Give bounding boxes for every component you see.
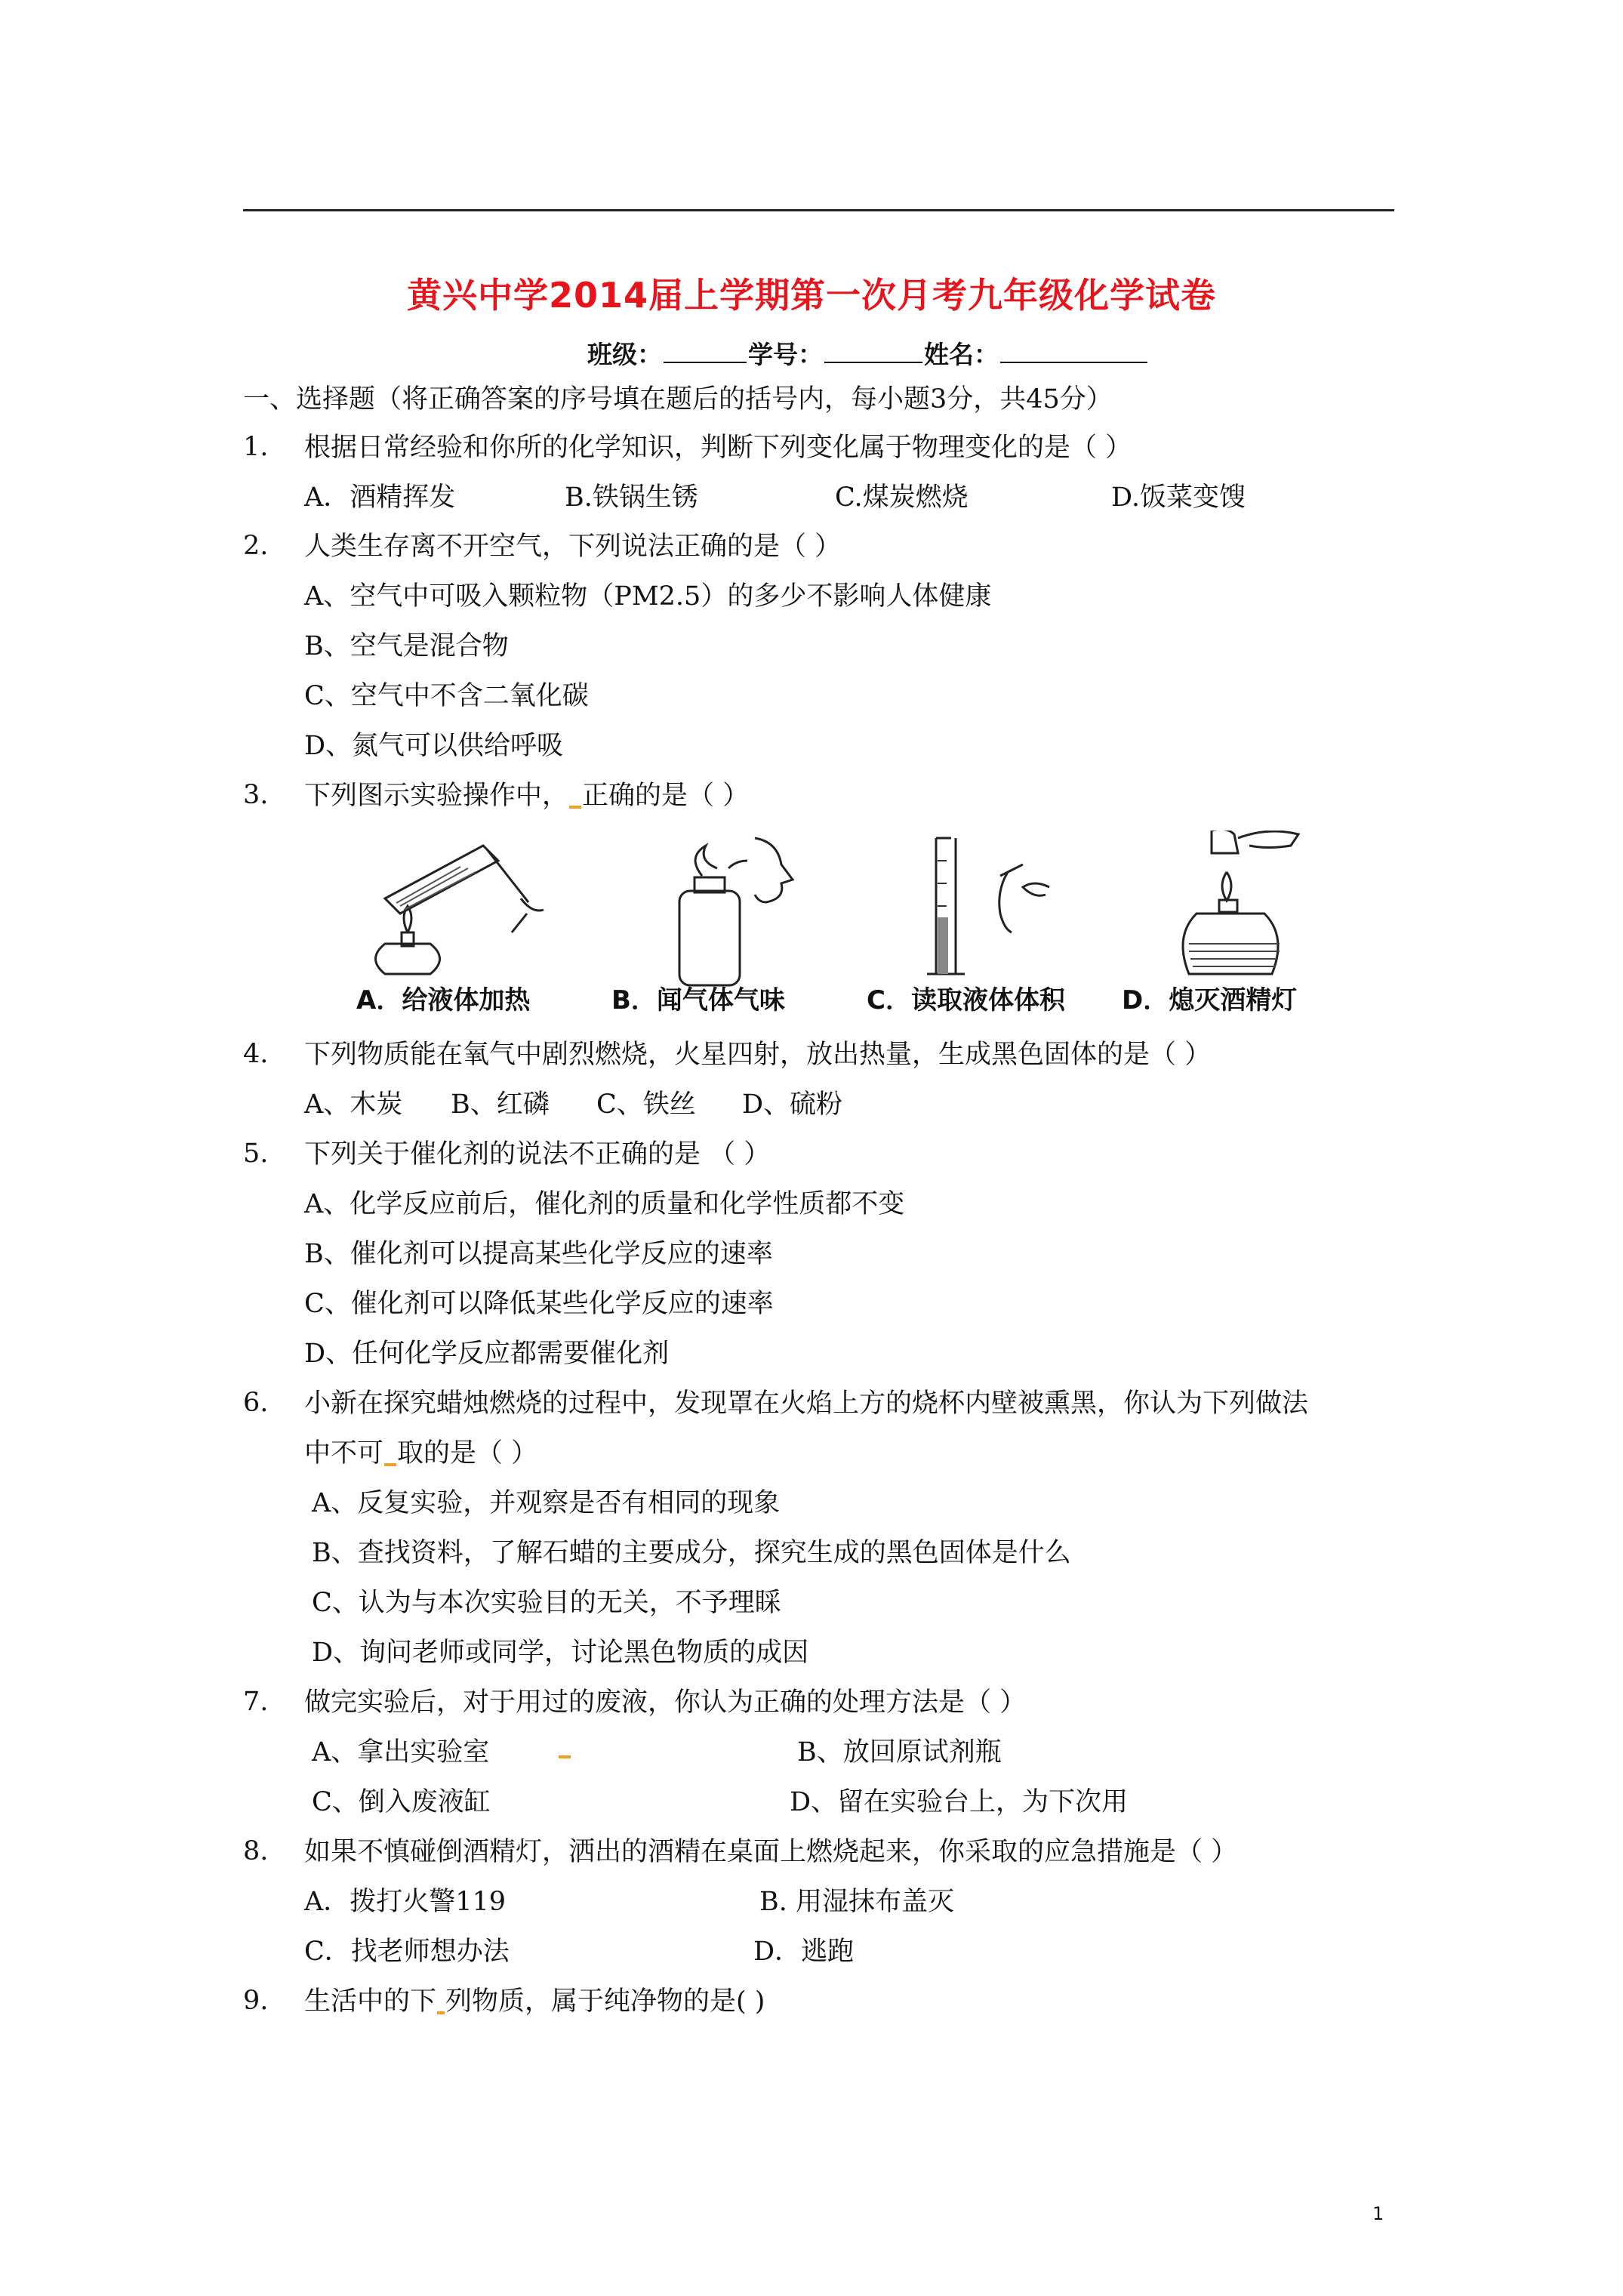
question-text: 根据日常经验和你所的化学知识，判断下列变化属于物理变化的是（ ）: [304, 433, 1132, 463]
option-d: D、氮气可以供给呼吸: [304, 731, 564, 761]
question-number: 3.: [243, 780, 269, 810]
option-a: A、木炭: [304, 1089, 403, 1120]
question-number: 6.: [243, 1388, 269, 1418]
option-b: B、空气是混合物: [304, 631, 509, 661]
option-c: C、倒入废液缸: [312, 1787, 491, 1817]
option-d: D、任何化学反应都需要催化剂: [304, 1339, 670, 1369]
question-number: 2.: [243, 531, 269, 561]
option-c: C.煤炭燃烧: [835, 482, 969, 513]
option-b: B、查找资料，了解石蜡的主要成分，探究生成的黑色固体是什么: [312, 1538, 1071, 1568]
option-a: A、反复实验，并观察是否有相同的现象: [312, 1488, 781, 1518]
section-heading: 一、选择题（将正确答案的序号填在题后的括号内，每小题3分，共45分）: [243, 384, 1113, 415]
option-c: C、催化剂可以降低某些化学反应的速率: [304, 1289, 774, 1319]
header-rule: [243, 209, 1394, 211]
question-text: 生活中的下 列物质，属于纯净物的是( ): [304, 1986, 765, 2017]
caption-c: C．读取液体体积: [867, 985, 1065, 1015]
option-b: B、催化剂可以提高某些化学反应的速率: [304, 1239, 773, 1269]
option-c: C．找老师想办法: [304, 1937, 510, 1967]
question-text: 下列图示实验操作中， 正确的是（ ）: [304, 781, 750, 811]
edit-mark: [569, 806, 581, 809]
option-d: D．逃跑: [753, 1937, 855, 1967]
question-number: 1.: [243, 432, 269, 462]
question-number: 5.: [243, 1139, 269, 1169]
question-number: 7.: [243, 1687, 269, 1717]
question-number: 9.: [243, 1986, 269, 2016]
option-d: D、询问老师或同学，讨论黑色物质的成因: [312, 1638, 809, 1668]
lab-figures: [0, 831, 1623, 1012]
question-text: 下列物质能在氧气中剧烈燃烧，火星四射，放出热量，生成黑色固体的是（ ）: [304, 1040, 1212, 1070]
caption-a: A．给液体加热: [356, 985, 531, 1015]
option-c: C、认为与本次实验目的无关，不予理睬: [312, 1588, 781, 1618]
option-a: A．酒精挥发: [304, 482, 456, 513]
figure-heating-liquid: [355, 831, 551, 982]
option-b: B、放回原试剂瓶: [797, 1737, 1002, 1767]
id-blank[interactable]: [824, 336, 922, 363]
question-text-continued: 中不可 取的是（ ）: [304, 1438, 538, 1469]
figure-reading-volume: [921, 831, 1079, 989]
name-label: 姓名：: [924, 340, 999, 369]
name-blank[interactable]: [1000, 336, 1147, 363]
caption-d: D．熄灭酒精灯: [1122, 985, 1298, 1015]
question-number: 4.: [243, 1039, 269, 1069]
option-b: B.铁锅生锈: [565, 482, 698, 513]
class-label: 班级：: [587, 340, 662, 369]
question-text: 人类生存离不开空气，下列说法正确的是（ ）: [304, 532, 842, 562]
option-a: A、化学反应前后，催化剂的质量和化学性质都不变: [304, 1189, 905, 1219]
option-c: C、铁丝: [596, 1089, 696, 1120]
figure-extinguish-lamp: [1174, 831, 1325, 1004]
edit-mark: [559, 1755, 571, 1758]
option-d: D、留在实验台上，为下次用: [790, 1787, 1129, 1817]
student-info: [587, 335, 1149, 371]
option-b: B、红磷: [451, 1089, 550, 1120]
option-a: A、拿出实验室: [312, 1737, 490, 1767]
option-a: A、空气中可吸入颗粒物（PM2.5）的多少不影响人体健康: [304, 581, 992, 612]
question-text: 下列关于催化剂的说法不正确的是 （ ）: [304, 1139, 771, 1170]
question-text: 做完实验后，对于用过的废液，你认为正确的处理方法是（ ）: [304, 1687, 1027, 1718]
id-label: 学号：: [748, 340, 823, 369]
option-b: B. 用湿抹布盖灭: [759, 1887, 954, 1917]
edit-mark: [437, 2011, 445, 2014]
page-number: 1: [1372, 2203, 1384, 2224]
question-number: 8.: [243, 1836, 269, 1866]
option-d: D.饭菜变馊: [1111, 482, 1246, 513]
caption-b: B．闻气体气味: [611, 985, 785, 1015]
exam-title: 黄兴中学2014届上学期第一次月考九年级化学试卷: [406, 275, 1217, 316]
edit-mark: [384, 1463, 396, 1466]
question-text: 如果不慎碰倒酒精灯，洒出的酒精在桌面上燃烧起来，你采取的应急措施是（ ）: [304, 1837, 1238, 1867]
question-text: 小新在探究蜡烛燃烧的过程中，发现罩在火焰上方的烧杯内壁被熏黑，你认为下列做法: [304, 1388, 1309, 1419]
option-c: C、空气中不含二氧化碳: [304, 681, 589, 711]
class-blank[interactable]: [664, 336, 747, 363]
figure-smelling-gas: [664, 831, 815, 989]
option-d: D、硫粉: [742, 1089, 843, 1120]
option-a: A．拨打火警119: [304, 1887, 507, 1917]
